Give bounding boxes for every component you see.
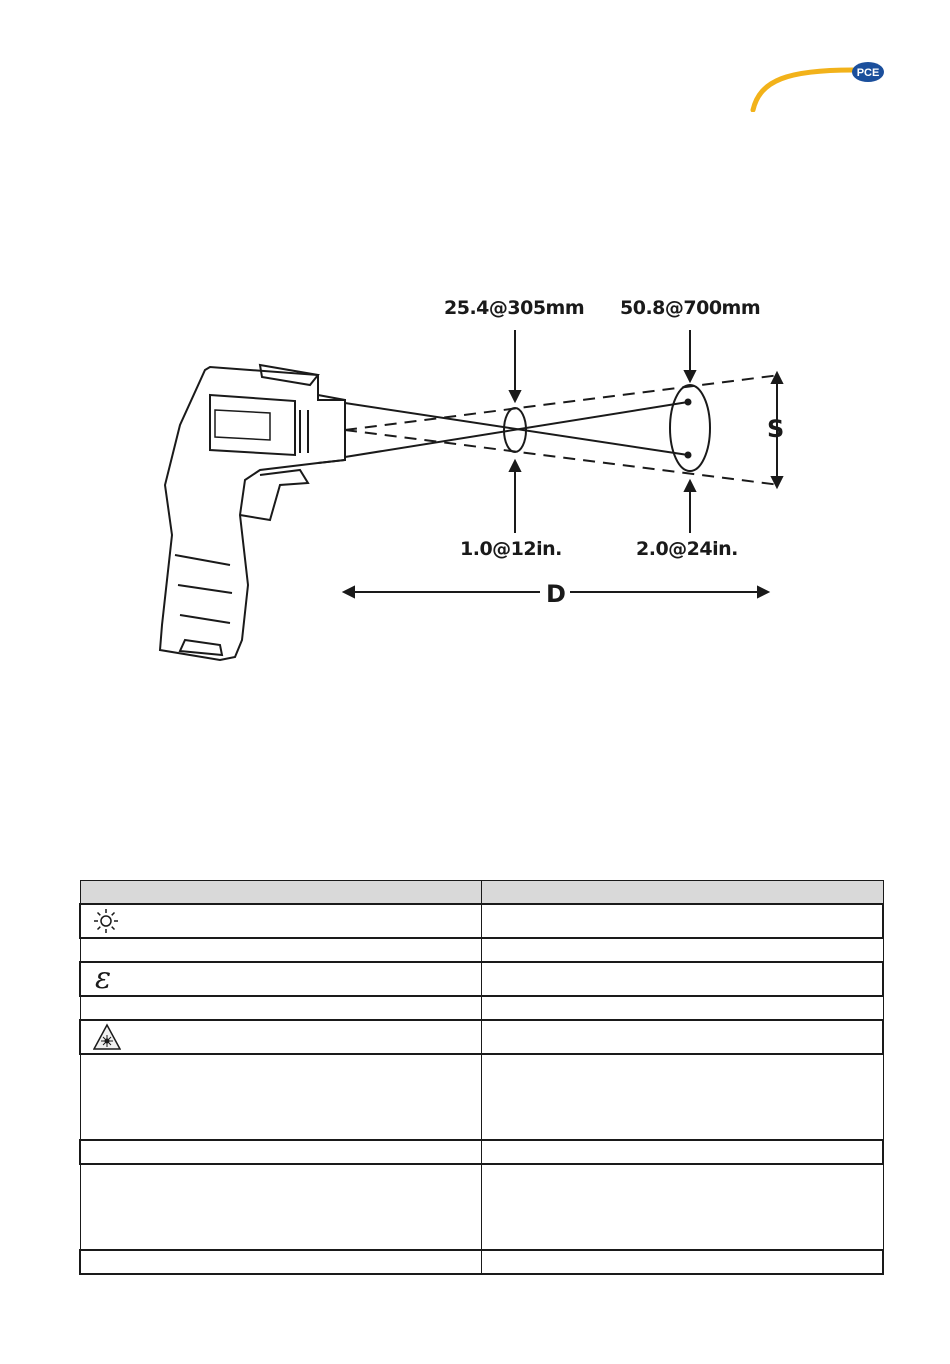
table-row bbox=[80, 1140, 883, 1164]
table-row bbox=[80, 1054, 883, 1140]
logo-text: PCE bbox=[856, 67, 880, 79]
table-cell bbox=[80, 996, 482, 1020]
label-distance-d: D bbox=[546, 580, 566, 608]
table-cell bbox=[482, 962, 884, 996]
label-spot-size-s: S bbox=[767, 415, 784, 443]
table-header-cell bbox=[80, 881, 482, 905]
table-cell bbox=[80, 1140, 482, 1164]
sun-icon bbox=[93, 908, 119, 934]
table-cell bbox=[80, 1020, 482, 1054]
table-cell bbox=[80, 904, 482, 938]
label-spot-305mm: 25.4@305mm bbox=[444, 297, 585, 319]
label-spot-24in: 2.0@24in. bbox=[636, 538, 738, 560]
table-cell bbox=[482, 996, 884, 1020]
label-spot-12in: 1.0@12in. bbox=[460, 538, 562, 560]
table-cell bbox=[80, 962, 482, 996]
table-row bbox=[80, 904, 883, 938]
spot-size-diagram bbox=[150, 285, 800, 675]
table-cell bbox=[80, 1054, 482, 1140]
table-header-row bbox=[80, 881, 883, 905]
table-row bbox=[80, 962, 883, 996]
table-cell bbox=[80, 1250, 482, 1274]
table-cell bbox=[482, 904, 884, 938]
table-cell bbox=[482, 1164, 884, 1250]
table-cell bbox=[482, 1020, 884, 1054]
table-row bbox=[80, 1250, 883, 1274]
table-header-cell bbox=[482, 881, 884, 905]
thermometer-gun-icon bbox=[160, 365, 345, 660]
table-row bbox=[80, 1164, 883, 1250]
thermometer-diagram-svg bbox=[150, 285, 800, 675]
table-cell bbox=[80, 938, 482, 962]
table-row bbox=[80, 1020, 883, 1054]
table-cell bbox=[482, 1140, 884, 1164]
table-cell bbox=[482, 1054, 884, 1140]
table-cell bbox=[80, 1164, 482, 1250]
pce-logo bbox=[748, 60, 888, 112]
symbol-table bbox=[79, 880, 884, 1275]
beam-lines bbox=[345, 375, 780, 485]
epsilon-icon: ε bbox=[95, 961, 112, 996]
table-cell bbox=[482, 1250, 884, 1274]
table-row bbox=[80, 938, 883, 962]
laser-warning-icon bbox=[93, 1023, 121, 1051]
table-row bbox=[80, 996, 883, 1020]
table-cell bbox=[482, 938, 884, 962]
label-spot-700mm: 50.8@700mm bbox=[620, 297, 761, 319]
